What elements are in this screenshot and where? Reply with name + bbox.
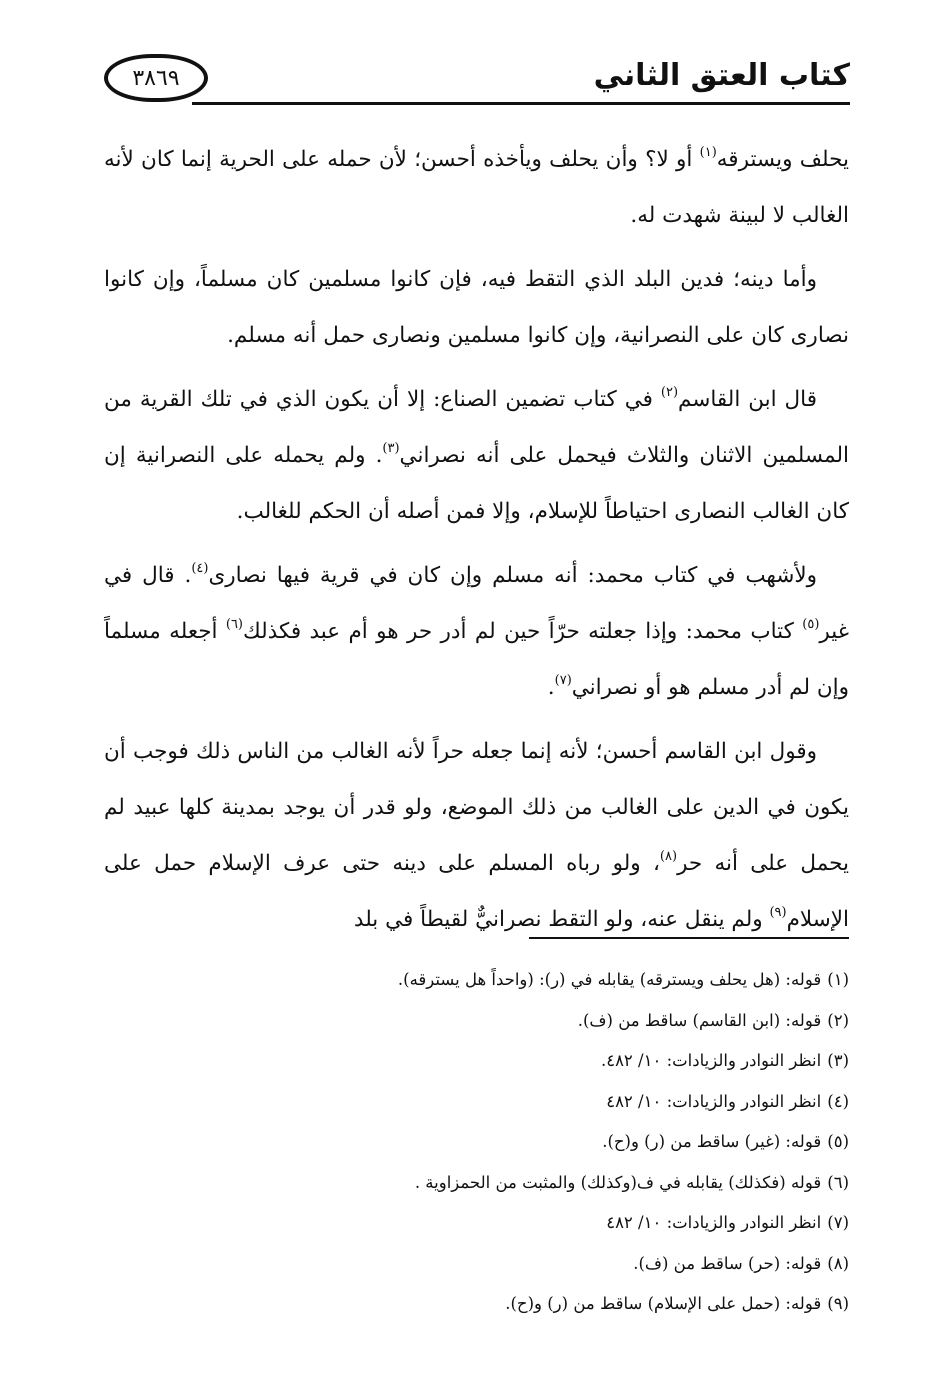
footnote-number: (٧) — [827, 1213, 849, 1232]
book-title: كتاب العتق الثاني — [593, 58, 850, 93]
body-paragraph — [104, 548, 849, 716]
main-text — [104, 132, 849, 956]
footnote-text: قوله: (ابن القاسم) ساقط من (ف). — [577, 1010, 822, 1030]
footnotes-list — [104, 960, 849, 1325]
footnote-reference: (٤) — [191, 561, 209, 576]
page-number: ٣٨٦٩ — [132, 65, 180, 91]
text-segment: وأما دينه؛ فدين البلد الذي التقط فيه، فإن كانوا مسلمين كان مسلماً، وإن كانوا نصارى كان على النصرانية، وإن كانوا مسلمين ونصارى حمل أنه مسلم. — [104, 267, 849, 348]
footnote-text: قوله: (حمل على الإسلام) ساقط من (ر) و(ح). — [505, 1294, 822, 1313]
text-segment: . — [547, 675, 555, 700]
footnote-number: (٦) — [827, 1172, 849, 1192]
text-segment: يحلف ويسترقه — [716, 147, 849, 172]
footnote-text: انظر النوادر والزيادات: ١٠/ ٤٨٢ — [606, 1213, 822, 1232]
footnote-text: قوله: (هل يحلف ويسترقه) يقابله في (ر): (واحداً هل يسترقه). — [397, 970, 822, 989]
footnote-reference: (٨) — [659, 849, 678, 864]
footnote-item — [104, 1082, 849, 1123]
text-segment: وقول ابن القاسم أحسن؛ لأنه إنما جعله حراً لأنه الغالب من الناس ذلك فوجب أن يكون في الدين على الغالب من ذلك الموضع، ولو قدر أن يوجد بمدينة كلها عبيد لم يحمل على أنه حر — [104, 739, 849, 876]
body-paragraph — [104, 372, 849, 540]
footnote-divider — [529, 937, 849, 939]
footnote-reference: (٩) — [769, 905, 787, 920]
footnote-text: انظر النوادر والزيادات: ١٠/ ٤٨٢. — [600, 1051, 822, 1070]
body-paragraph — [104, 252, 849, 364]
text-segment: قال ابن القاسم — [678, 387, 817, 412]
footnote-text: انظر النوادر والزيادات: ١٠/ ٤٨٢ — [606, 1091, 822, 1111]
text-segment: كتاب محمد: وإذا جعلته حرّاً حين لم أدر حر هو أم عبد فكذلك — [243, 619, 803, 644]
footnote-item — [104, 1203, 849, 1244]
text-segment: ، ولو رباه المسلم على دينه حتى عرف الإسلام حمل على الإسلام — [104, 851, 849, 932]
text-segment: ولأشهب في كتاب محمد: أنه مسلم وإن كان في قرية فيها نصارى — [208, 563, 818, 588]
footnote-item — [104, 1284, 849, 1325]
footnote-reference: (٢) — [660, 385, 679, 400]
text-segment: أو لا؟ وأن يحلف ويأخذه أحسن؛ لأن حمله على الحرية إنما كان لأنه الغالب لا لبينة شهدت له. — [104, 147, 849, 228]
footnote-number: (١) — [827, 970, 849, 989]
page-header — [104, 52, 850, 112]
footnote-reference: (٣) — [382, 441, 400, 456]
text-segment: ولم ينقل عنه، ولو التقط نصرانيٌّ لقيطاً في بلد — [353, 907, 770, 932]
footnote-text: قوله (فكذلك) يقابله في ف(وكذلك) والمثبت من الحمزاوية . — [414, 1172, 822, 1192]
text-segment: في كتاب تضمين الصناع: إلا أن يكون الذي في تلك القرية من المسلمين الاثنان والثلاث فيحمل على أنه نصراني — [104, 387, 849, 468]
body-paragraph — [104, 132, 849, 244]
footnote-item — [104, 960, 849, 1001]
text-segment: . قال في غير — [104, 563, 849, 644]
header-divider — [192, 102, 850, 105]
footnote-reference: (١) — [699, 145, 717, 160]
footnote-reference: (٥) — [802, 617, 820, 632]
footnote-item — [104, 1001, 849, 1042]
footnote-number: (٥) — [827, 1132, 849, 1151]
footnote-item — [104, 1041, 849, 1082]
footnote-item — [104, 1163, 849, 1204]
footnote-item — [104, 1244, 849, 1285]
footnote-number: (٩) — [827, 1294, 849, 1313]
footnote-text: قوله: (حر) ساقط من (ف). — [633, 1253, 822, 1273]
footnote-number: (٣) — [827, 1051, 849, 1070]
text-segment: . ولم يحمله على النصرانية إن كان الغالب النصارى احتياطاً للإسلام، وإلا فمن أصله أن الحكم للغالب. — [104, 443, 849, 524]
footnote-reference: (٧) — [554, 673, 572, 688]
footnote-number: (٢) — [827, 1010, 849, 1030]
footnote-reference: (٦) — [225, 617, 243, 632]
footnote-text: قوله: (غير) ساقط من (ر) و(ح). — [602, 1132, 822, 1151]
footnote-number: (٤) — [827, 1091, 849, 1111]
body-paragraph — [104, 724, 849, 948]
page-number-badge — [104, 54, 208, 102]
footnote-item — [104, 1122, 849, 1163]
footnote-number: (٨) — [827, 1253, 849, 1273]
text-segment: أجعله مسلماً وإن لم أدر مسلم هو أو نصراني — [104, 619, 849, 700]
